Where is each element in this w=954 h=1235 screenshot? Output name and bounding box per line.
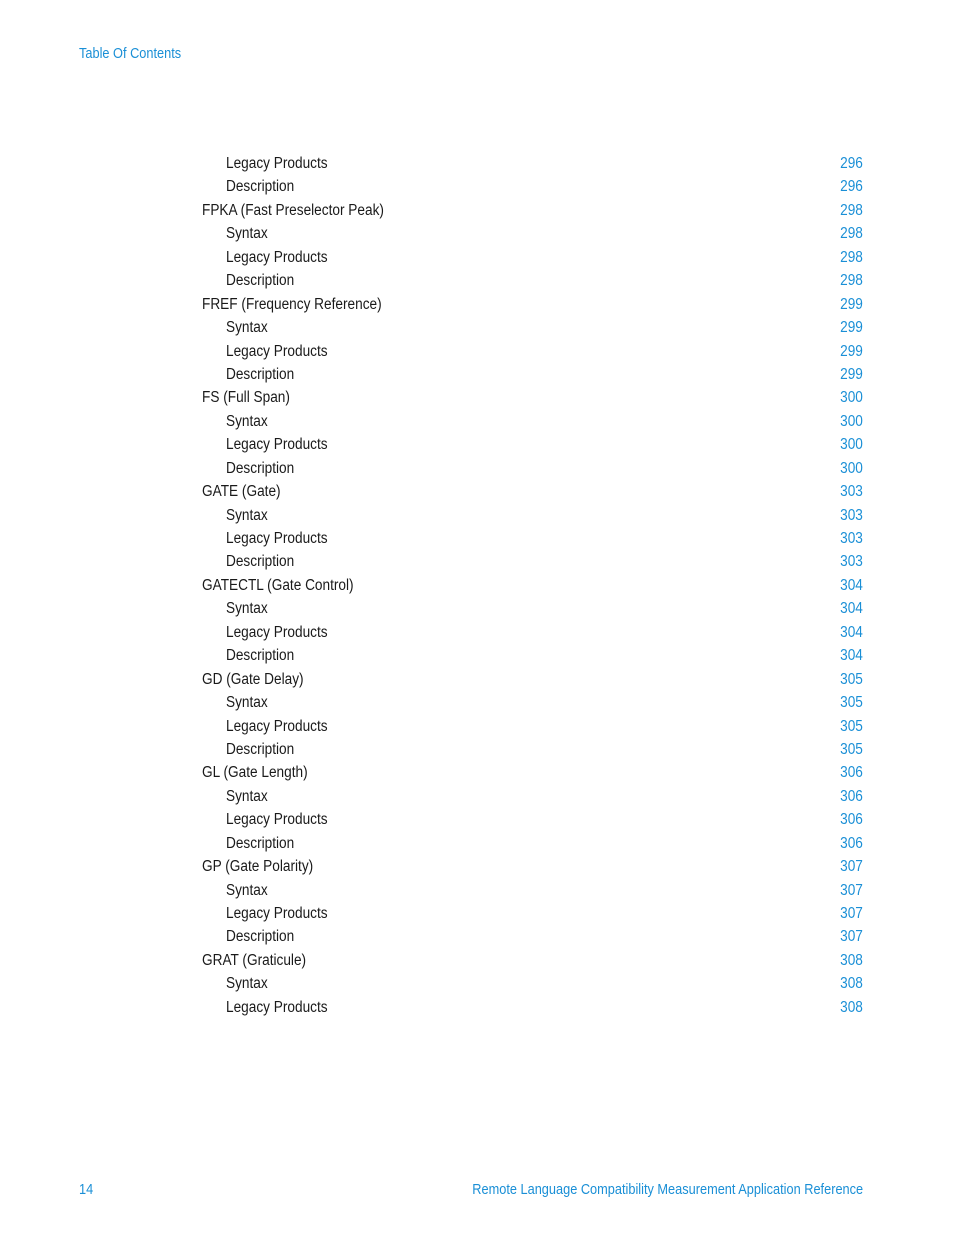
toc-page-link[interactable]: 303 [840, 506, 863, 524]
toc-page-link[interactable]: 300 [840, 436, 863, 454]
toc-entry-label: Description [226, 928, 295, 946]
toc-subentry[interactable] [0, 621, 954, 644]
toc-page-link[interactable]: 306 [840, 787, 863, 805]
toc-page-link[interactable]: 307 [840, 881, 863, 899]
toc-subentry[interactable] [0, 785, 954, 808]
toc-entry[interactable] [0, 949, 954, 972]
toc-subentry[interactable] [0, 363, 954, 386]
toc-page-link[interactable]: 307 [840, 858, 863, 876]
toc-page-link[interactable]: 303 [840, 483, 863, 501]
toc-entry[interactable] [0, 199, 954, 222]
footer-page-number: 14 [79, 1182, 94, 1198]
toc-entry-label: Legacy Products [226, 623, 328, 641]
toc-entry-label: FREF (Frequency Reference) [202, 295, 382, 313]
toc-entry-label: GATE (Gate) [202, 483, 281, 501]
toc-entry-label: Syntax [226, 975, 268, 993]
toc-entry-label: Syntax [226, 319, 268, 337]
toc-page-link[interactable]: 300 [840, 389, 863, 407]
toc-page-link[interactable]: 304 [840, 647, 863, 665]
toc-entry-label: GP (Gate Polarity) [202, 858, 314, 876]
toc-page-link[interactable]: 305 [840, 694, 863, 712]
toc-subentry[interactable] [0, 504, 954, 527]
toc-entry-label: Syntax [226, 506, 268, 524]
header-title: Table Of Contents [79, 46, 182, 62]
toc-entry-label: GD (Gate Delay) [202, 670, 304, 688]
toc-page-link[interactable]: 306 [840, 764, 863, 782]
toc-entry-label: Legacy Products [226, 530, 328, 547]
toc-entry[interactable] [0, 668, 954, 691]
toc-entry-label: Legacy Products [226, 436, 328, 454]
toc-page-link[interactable]: 299 [840, 295, 863, 313]
toc-entry-label: Syntax [226, 881, 268, 899]
toc-entry-label: Legacy Products [226, 717, 328, 735]
toc-subentry[interactable] [0, 925, 954, 948]
toc-subentry[interactable] [0, 433, 954, 456]
toc-page-link[interactable]: 305 [840, 740, 863, 758]
toc-entry-label: Syntax [226, 225, 268, 243]
toc-page-link[interactable]: 305 [840, 717, 863, 735]
toc-subentry[interactable] [0, 715, 954, 738]
toc-entry[interactable] [0, 574, 954, 597]
toc-page-link[interactable]: 298 [840, 272, 863, 290]
toc-page-link[interactable]: 303 [840, 530, 863, 547]
toc-page-link[interactable]: 305 [840, 670, 863, 688]
toc-subentry[interactable] [0, 879, 954, 902]
toc-entry-label: Legacy Products [226, 155, 328, 172]
toc-page-link[interactable]: 299 [840, 365, 863, 383]
toc-page-link[interactable]: 299 [840, 319, 863, 337]
toc-entry[interactable] [0, 293, 954, 316]
toc-entry-label: FS (Full Span) [202, 389, 290, 407]
toc-subentry[interactable] [0, 691, 954, 714]
toc-subentry[interactable] [0, 644, 954, 667]
toc-subentry[interactable] [0, 152, 954, 175]
toc-entry-label: Legacy Products [226, 905, 328, 922]
toc-entry-label: GL (Gate Length) [202, 764, 308, 782]
toc-subentry[interactable] [0, 410, 954, 433]
toc-subentry[interactable] [0, 175, 954, 198]
toc-page-link[interactable]: 308 [840, 998, 863, 1016]
toc-entry-label: GATECTL (Gate Control) [202, 576, 354, 594]
toc-entry-label: FPKA (Fast Preselector Peak) [202, 201, 384, 219]
toc-page-link[interactable]: 304 [840, 576, 863, 594]
toc-subentry[interactable] [0, 316, 954, 339]
toc-entry-label: Description [226, 647, 295, 665]
toc-entry-label: Legacy Products [226, 342, 328, 360]
toc-page-link[interactable]: 307 [840, 928, 863, 946]
toc-subentry[interactable] [0, 808, 954, 831]
toc-entry-label: Description [226, 834, 295, 852]
toc-list [0, 152, 954, 1019]
toc-subentry[interactable] [0, 457, 954, 480]
toc-entry[interactable] [0, 761, 954, 784]
toc-entry-label: GRAT (Graticule) [202, 951, 307, 969]
toc-page-link[interactable]: 308 [840, 951, 863, 969]
toc-subentry[interactable] [0, 738, 954, 761]
toc-subentry[interactable] [0, 246, 954, 269]
toc-subentry[interactable] [0, 972, 954, 995]
toc-page-link[interactable]: 300 [840, 412, 863, 430]
toc-entry-label: Description [226, 272, 295, 290]
toc-entry-label: Legacy Products [226, 998, 328, 1016]
toc-entry[interactable] [0, 386, 954, 409]
toc-subentry[interactable] [0, 222, 954, 245]
toc-subentry[interactable] [0, 527, 954, 550]
toc-entry-label: Legacy Products [226, 811, 328, 829]
toc-entry[interactable] [0, 480, 954, 503]
toc-page-link[interactable]: 306 [840, 811, 863, 829]
toc-entry[interactable] [0, 855, 954, 878]
toc-page-link[interactable]: 304 [840, 600, 863, 618]
toc-entry-label: Description [226, 740, 295, 758]
toc-entry-label: Description [226, 365, 295, 383]
toc-entry-label: Description [226, 553, 295, 571]
toc-page-link[interactable]: 304 [840, 623, 863, 641]
toc-page-link[interactable]: 299 [840, 342, 863, 360]
toc-page-link[interactable]: 303 [840, 553, 863, 571]
toc-subentry[interactable] [0, 597, 954, 620]
toc-subentry[interactable] [0, 902, 954, 925]
toc-page-link[interactable]: 308 [840, 975, 863, 993]
toc-entry-label: Description [226, 459, 295, 477]
toc-entry-label: Syntax [226, 694, 268, 712]
toc-page-link[interactable]: 298 [840, 225, 863, 243]
toc-entry-label: Legacy Products [226, 248, 328, 266]
toc-entry-label: Syntax [226, 412, 268, 430]
toc-subentry[interactable] [0, 340, 954, 363]
toc-subentry[interactable] [0, 550, 954, 573]
toc-entry-label: Syntax [226, 787, 268, 805]
toc-page-link[interactable]: 298 [840, 201, 863, 219]
toc-subentry[interactable] [0, 832, 954, 855]
footer-document-title: Remote Language Compatibility Measurement Application Reference [472, 1182, 863, 1198]
toc-page-link[interactable]: 306 [840, 834, 863, 852]
toc-subentry[interactable] [0, 996, 954, 1019]
toc-page-link[interactable]: 307 [840, 905, 863, 922]
toc-subentry[interactable] [0, 269, 954, 292]
toc-page-link[interactable]: 298 [840, 248, 863, 266]
toc-page-link[interactable]: 296 [840, 155, 863, 172]
toc-entry-label: Syntax [226, 600, 268, 618]
toc-page-link[interactable]: 296 [840, 178, 863, 196]
toc-page-link[interactable]: 300 [840, 459, 863, 477]
toc-entry-label: Description [226, 178, 295, 196]
